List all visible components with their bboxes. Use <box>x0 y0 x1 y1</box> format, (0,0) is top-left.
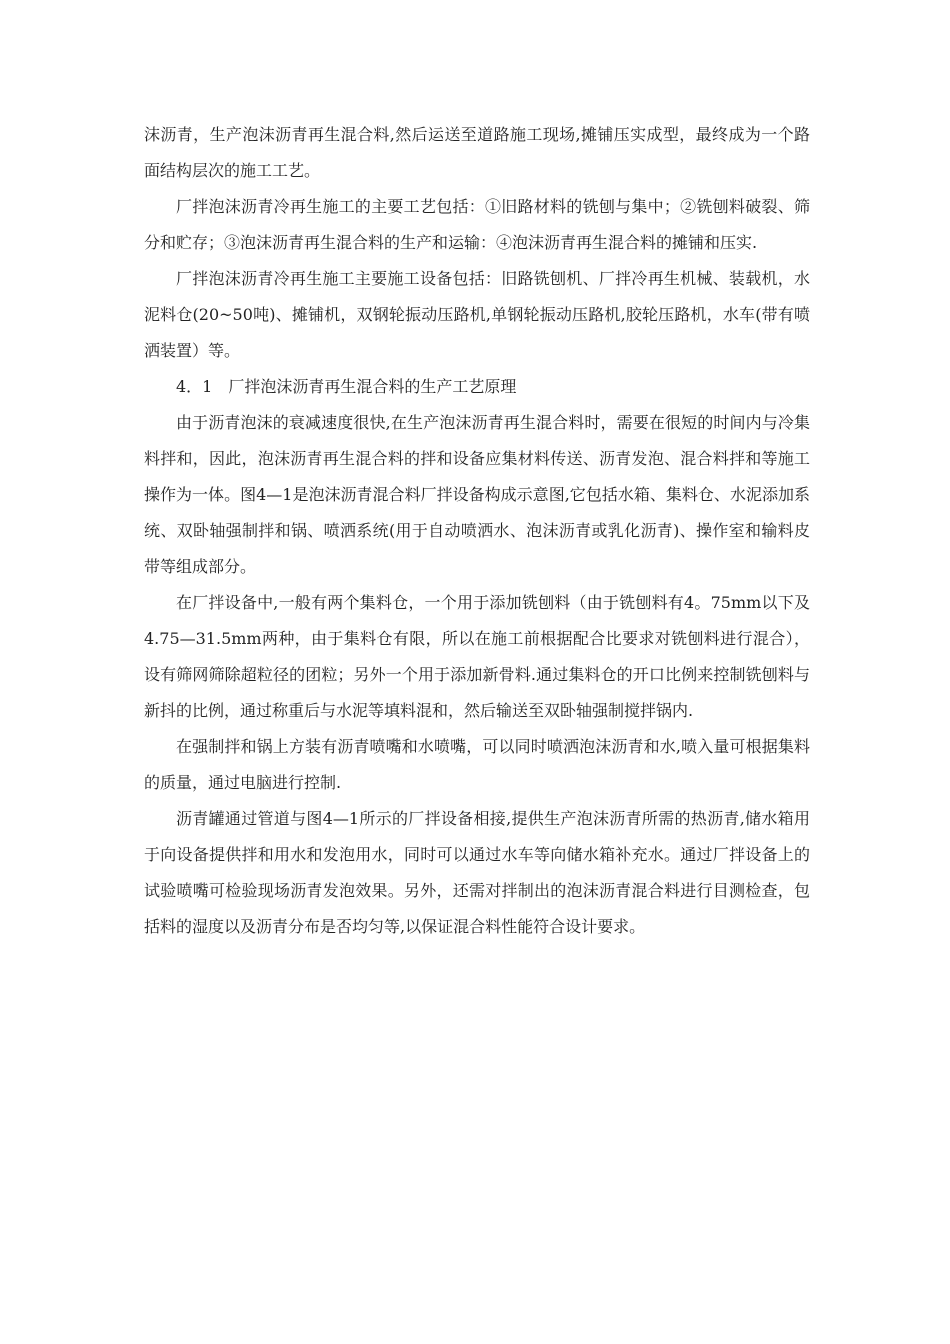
paragraph-aggregate-bins: 在厂拌设备中,一般有两个集料仓，一个用于添加铣刨料（由于铣刨料有4。75mm以下及4.75—31.5mm两种，由于集料仓有限，所以在施工前根据配合比要求对铣刨料进行混合），设有筛网筛除超粒径的团粒；另外一个用于添加新骨料.通过集料仓的开口比例来控制铣刨料与新抖的比例，通过称重后与水泥等填料混和，然后输送至双卧轴强制搅拌锅内. <box>144 593 810 720</box>
paragraph-production-principle: 由于沥青泡沫的衰减速度很快,在生产泡沫沥青再生混合料时，需要在很短的时间内与冷集料拌和，因此，泡沫沥青再生混合料的拌和设备应集材料传送、沥青发泡、混合料拌和等施工操作为一体。图4—1是泡沫沥青混合料厂拌设备构成示意图,它包括水箱、集料仓、水泥添加系统、双卧轴强制拌和锅、喷洒系统(用于自动喷洒水、泡沫沥青或乳化沥青)、操作室和输料皮带等组成部分。 <box>144 413 810 576</box>
document-body <box>144 117 810 945</box>
paragraph-main-equipment: 厂拌泡沫沥青冷再生施工主要施工设备包括：旧路铣刨机、厂拌冷再生机械、装载机，水泥料仓(20~50吨)、摊铺机，双钢轮振动压路机,单钢轮振动压路机,胶轮压路机，水车(带有喷洒装置）等。 <box>144 269 810 360</box>
paragraph-continuation: 沫沥青，生产泡沫沥青再生混合料,然后运送至道路施工现场,摊铺压实成型，最终成为一个路面结构层次的施工工艺。 <box>144 125 810 180</box>
paragraph-asphalt-tank: 沥青罐通过管道与图4—1所示的厂拌设备相接,提供生产泡沫沥青所需的热沥青,储水箱用于向设备提供拌和用水和发泡用水，同时可以通过水车等向储水箱补充水。通过厂拌设备上的试验喷嘴可检验现场沥青发泡效果。另外，还需对拌制出的泡沫沥青混合料进行目测检查，包括料的湿度以及沥青分布是否均匀等,以保证混合料性能符合设计要求。 <box>144 809 810 936</box>
paragraph-main-processes: 厂拌泡沫沥青冷再生施工的主要工艺包括：①旧路材料的铣刨与集中；②铣刨料破裂、筛分和贮存；③泡沫沥青再生混合料的生产和运输：④泡沫沥青再生混合料的摊铺和压实. <box>144 197 810 252</box>
paragraph-spray-nozzles: 在强制拌和锅上方装有沥青喷嘴和水喷嘴，可以同时喷洒泡沫沥青和水,喷入量可根据集料的质量，通过电脑进行控制. <box>144 737 810 792</box>
section-heading-4-1: 4．1 厂拌泡沫沥青再生混合料的生产工艺原理 <box>176 377 517 396</box>
